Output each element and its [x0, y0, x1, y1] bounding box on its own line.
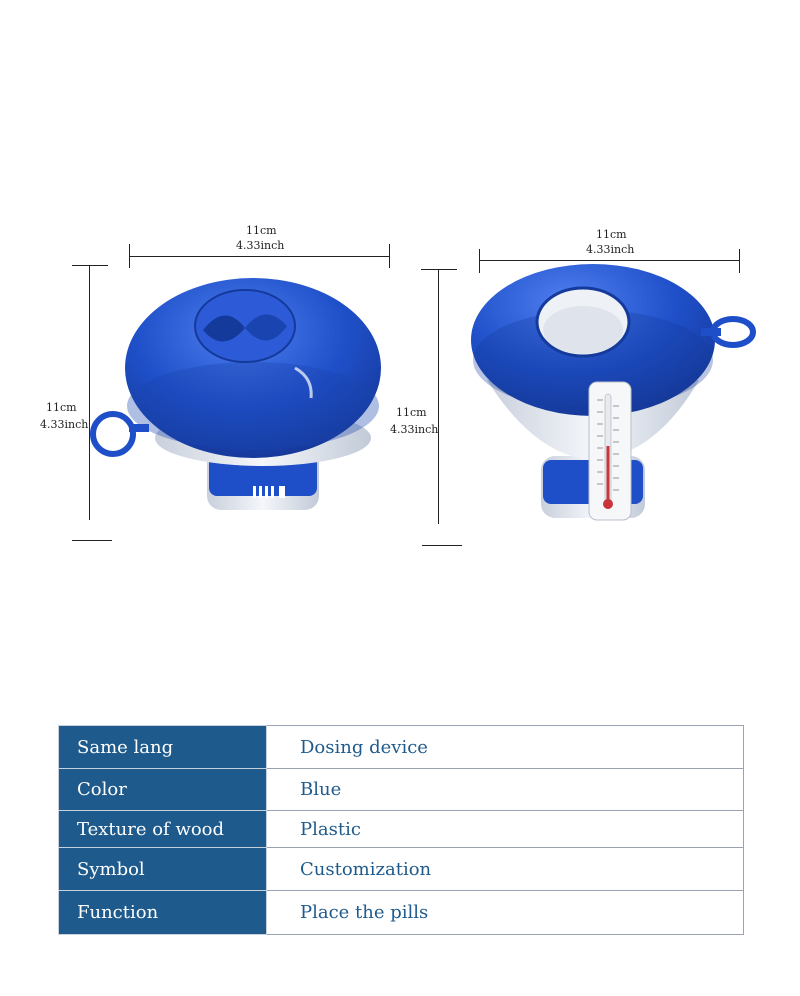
left-width-line: [130, 256, 390, 257]
left-width-tick-right: [389, 244, 390, 268]
right-height-tick-bottom: [422, 545, 462, 546]
table-row: [59, 811, 744, 848]
spec-value: Blue: [267, 769, 744, 811]
spec-key: Function: [59, 891, 267, 935]
table-row: [59, 726, 744, 769]
table-row: [59, 769, 744, 811]
right-width-label-cm: 11cm: [596, 228, 627, 241]
left-height-label-inch: 4.33inch: [40, 418, 89, 431]
spec-table: [58, 725, 744, 935]
spec-key: Same lang: [59, 726, 267, 769]
left-height-tick-bottom: [72, 540, 112, 541]
right-height-label-inch: 4.33inch: [390, 423, 439, 436]
right-chlorine-dispenser-image: [465, 260, 765, 530]
right-width-label-inch: 4.33inch: [586, 243, 635, 256]
left-width-label-cm: 11cm: [246, 224, 277, 237]
spec-value: Place the pills: [267, 891, 744, 935]
spec-key: Texture of wood: [59, 811, 267, 848]
right-height-label-cm: 11cm: [396, 406, 427, 419]
table-row: [59, 848, 744, 891]
spec-key: Color: [59, 769, 267, 811]
table-row: [59, 891, 744, 935]
spec-value: Dosing device: [267, 726, 744, 769]
spec-key: Symbol: [59, 848, 267, 891]
spec-value: Plastic: [267, 811, 744, 848]
left-width-label-inch: 4.33inch: [236, 239, 285, 252]
right-height-tick-top: [421, 269, 457, 270]
left-height-label-cm: 11cm: [46, 401, 77, 414]
spec-value: Customization: [267, 848, 744, 891]
left-chlorine-dispenser-image: [85, 258, 385, 528]
right-height-line: [438, 270, 439, 524]
